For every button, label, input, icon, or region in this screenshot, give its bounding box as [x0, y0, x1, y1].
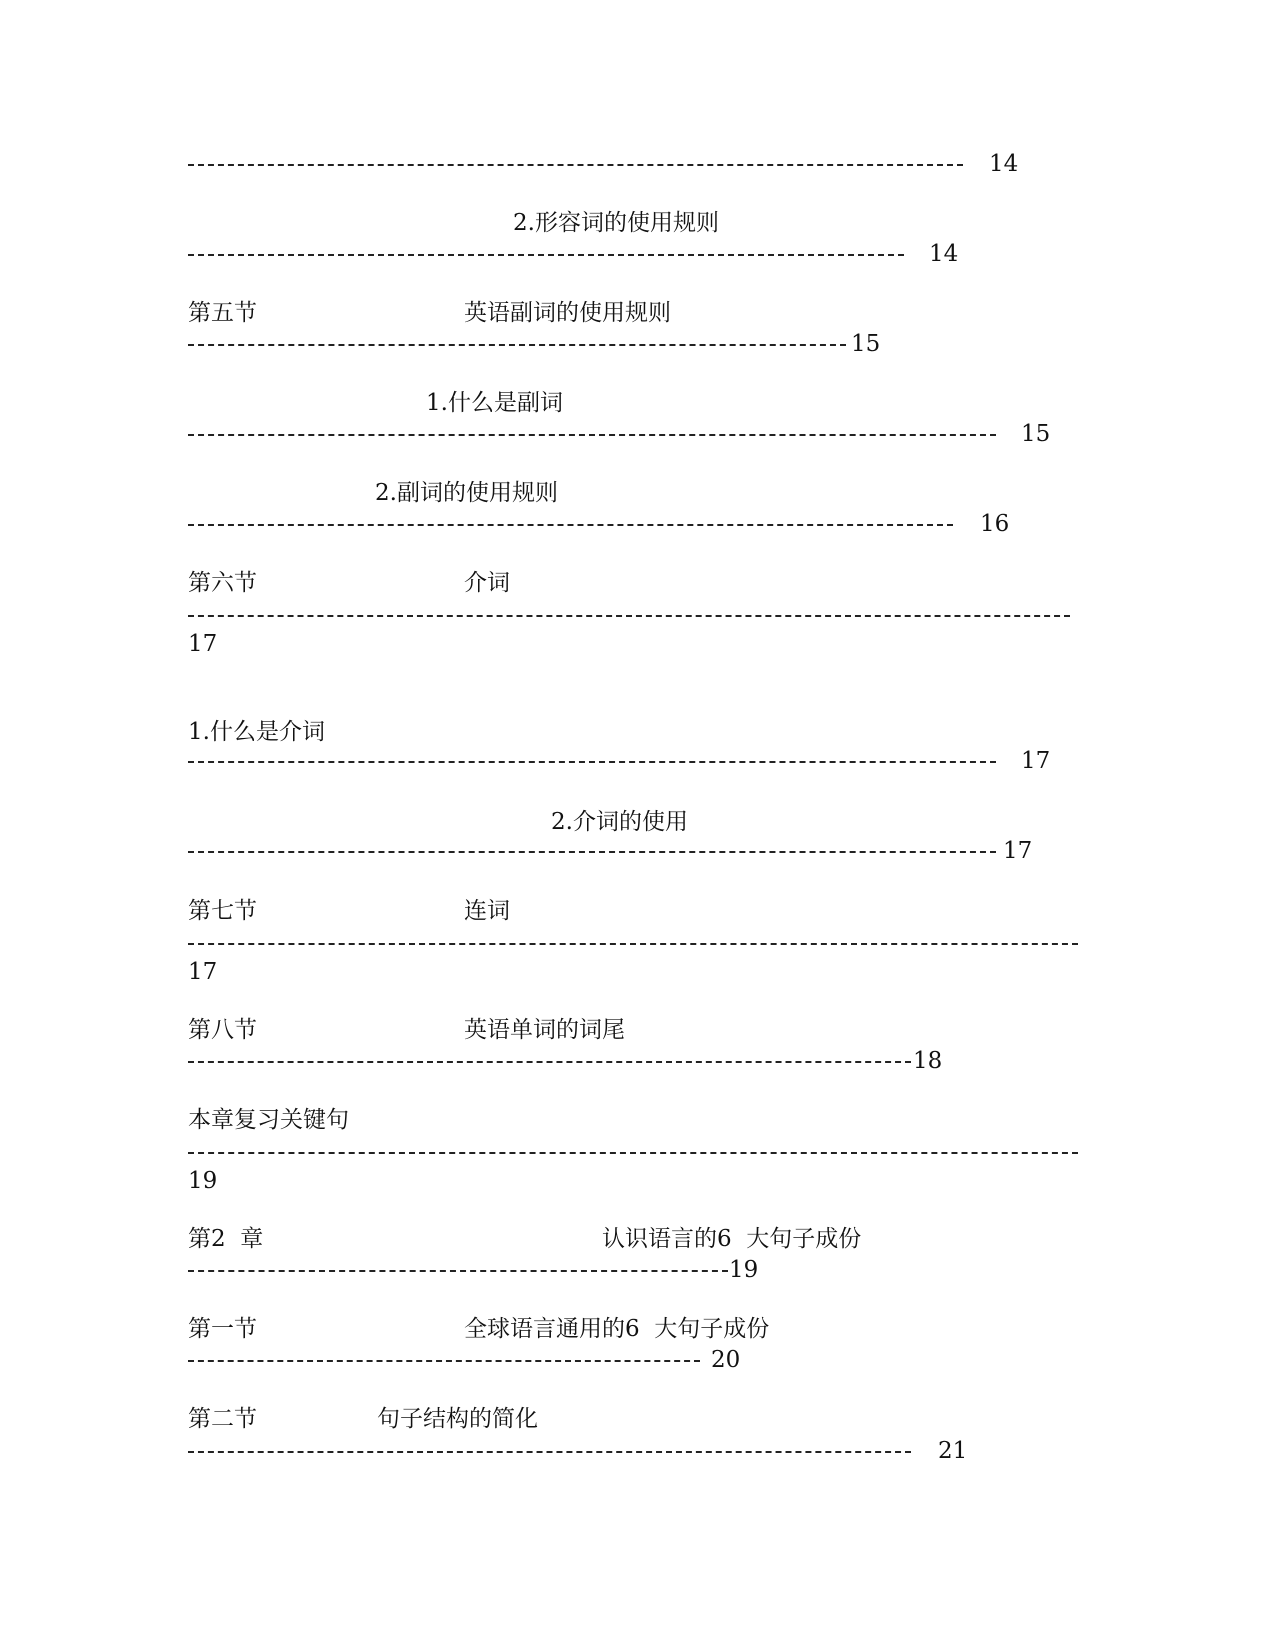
toc-page-number: 17: [1021, 748, 1051, 774]
toc-chapter-label: 第2 章: [188, 1226, 264, 1252]
toc-page-number: 17: [1003, 838, 1033, 864]
toc-page-number: 17: [188, 959, 218, 985]
toc-entry-title: 全球语言通用的6 大句子成份: [464, 1316, 770, 1342]
toc-leader: [188, 344, 846, 346]
toc-leader: [188, 1152, 1078, 1154]
toc-page-number: 19: [729, 1257, 759, 1283]
toc-leader: [188, 851, 996, 853]
toc-page-number: 15: [851, 331, 881, 357]
toc-page-number: 21: [938, 1438, 968, 1464]
toc-leader: [188, 615, 1070, 617]
toc-entry-title: 2.形容词的使用规则: [513, 210, 719, 236]
toc-entry-title: 句子结构的简化: [377, 1406, 538, 1432]
toc-section-label: 第二节: [188, 1406, 257, 1432]
toc-section-label: 第八节: [188, 1017, 257, 1043]
toc-page-number: 14: [929, 241, 959, 267]
toc-leader: [188, 434, 996, 436]
toc-leader: [188, 1360, 700, 1362]
toc-entry-title: 认识语言的6 大句子成份: [602, 1226, 862, 1252]
toc-page-number: 20: [711, 1347, 741, 1373]
toc-section-label: 第七节: [188, 898, 257, 924]
toc-entry-title: 2.介词的使用: [551, 809, 688, 835]
toc-leader: [188, 1270, 728, 1272]
toc-page-number: 15: [1021, 421, 1051, 447]
toc-page-number: 18: [913, 1048, 943, 1074]
toc-entry-title: 连词: [464, 898, 510, 924]
toc-entry-title: 英语单词的词尾: [464, 1017, 625, 1043]
toc-section-label: 第六节: [188, 570, 257, 596]
toc-entry-title: 介词: [464, 570, 510, 596]
toc-leader: [188, 1061, 911, 1063]
toc-leader: [188, 254, 904, 256]
toc-page-number: 14: [989, 151, 1019, 177]
toc-leader: [188, 943, 1078, 945]
toc-leader: [188, 164, 963, 166]
toc-page-number: 16: [980, 511, 1010, 537]
toc-entry-title: 1.什么是副词: [426, 390, 563, 416]
toc-leader: [188, 761, 996, 763]
toc-leader: [188, 1451, 911, 1453]
toc-entry-title: 本章复习关键句: [188, 1107, 349, 1133]
toc-entry-title: 1.什么是介词: [188, 719, 325, 745]
toc-leader: [188, 524, 953, 526]
toc-entry-title: 2.副词的使用规则: [375, 480, 558, 506]
toc-section-label: 第五节: [188, 300, 257, 326]
toc-entry-title: 英语副词的使用规则: [464, 300, 671, 326]
toc-page-number: 19: [188, 1168, 218, 1194]
toc-page-number: 17: [188, 631, 218, 657]
toc-section-label: 第一节: [188, 1316, 257, 1342]
